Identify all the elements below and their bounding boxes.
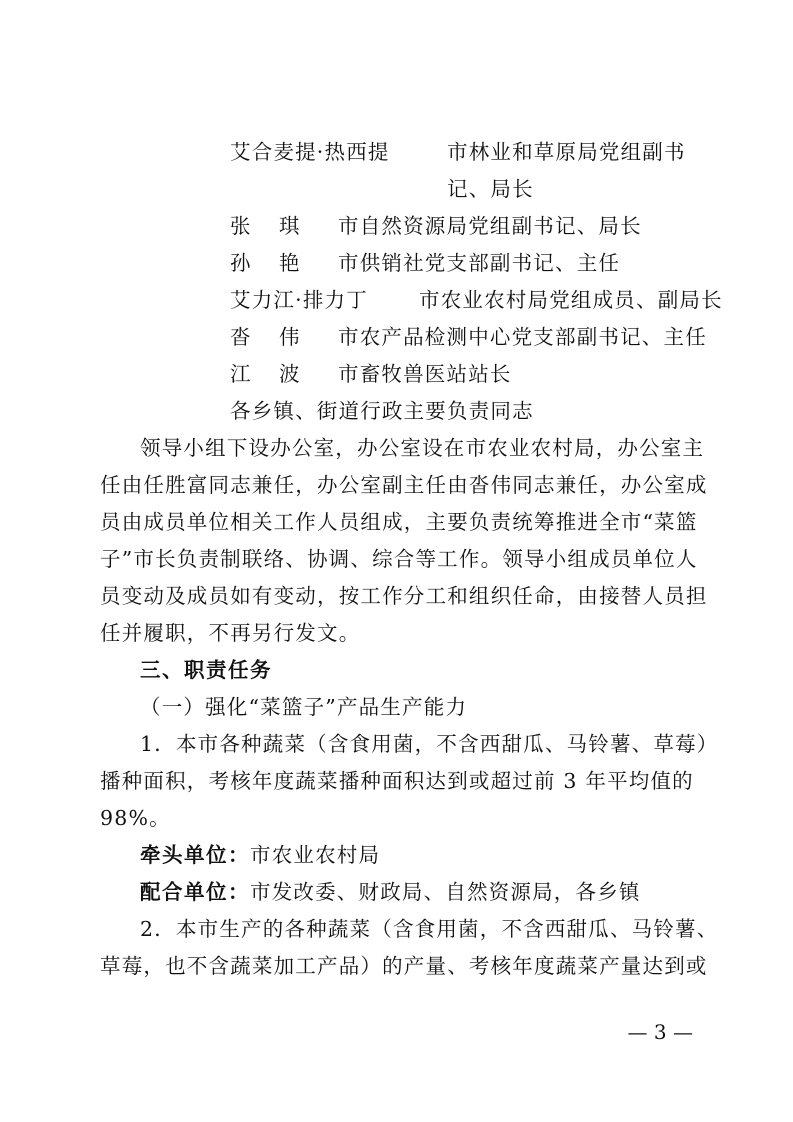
item-line: 1．本市各种蔬菜（含食用菌，不含西甜瓜、马铃薯、草莓）: [140, 732, 719, 756]
coop-unit-line: [140, 878, 641, 906]
paragraph-line: 员由成员单位相关工作人员组成，主要负责统筹推进全市“菜篮: [100, 510, 698, 534]
item-line: 98%。: [100, 806, 171, 830]
member-name: 艾力江·排力丁: [230, 288, 368, 312]
section-heading: 三、职责任务: [140, 658, 272, 682]
page-number: — 3 —: [627, 1020, 693, 1044]
member-title: 市供销社党支部副书记、主任: [338, 251, 621, 275]
item-line: 播种面积，考核年度蔬菜播种面积达到或超过前 3 年平均值的: [100, 769, 694, 793]
member-name: 孙 艳: [230, 251, 304, 275]
member-name: 张 琪: [230, 214, 304, 238]
member-title: 市林业和草原局党组副书: [447, 140, 686, 164]
coop-unit-value: 市发改委、财政局、自然资源局，各乡镇: [250, 880, 641, 904]
member-title: 市自然资源局党组副书记、局长: [338, 214, 642, 238]
paragraph-line: 任并履职，不再另行发文。: [100, 621, 361, 645]
members-tail: 各乡镇、街道行政主要负责同志: [230, 399, 534, 423]
member-title: 市畜牧兽医站站长: [338, 362, 512, 386]
item-line: 草莓，也不含蔬菜加工产品）的产量、考核年度蔬菜产量达到或: [100, 954, 708, 978]
subsection-heading: （一）强化“菜篮子”产品生产能力: [140, 695, 468, 719]
lead-unit-value: 市农业农村局: [250, 843, 381, 867]
paragraph-line: 领导小组下设办公室，办公室设在市农业农村局，办公室主: [140, 436, 705, 460]
paragraph-line: 子”市长负责制联络、协调、综合等工作。领导小组成员单位人: [100, 547, 698, 571]
member-name: 沓 伟: [230, 325, 304, 349]
item-line: 2．本市生产的各种蔬菜（含食用菌，不含西甜瓜、马铃薯、: [140, 917, 719, 941]
member-name: 艾合麦提·热西提: [230, 140, 390, 164]
paragraph-line: 任由任胜富同志兼任，办公室副主任由沓伟同志兼任，办公室成: [100, 473, 708, 497]
member-title: 市农产品检测中心党支部副书记、主任: [338, 325, 707, 349]
member-name: 江 波: [230, 362, 304, 386]
paragraph-line: 员变动及成员如有变动，按工作分工和组织任命，由接替人员担: [100, 584, 708, 608]
member-title: 市农业农村局党组成员、副局长: [419, 288, 723, 312]
lead-unit-label: 牵头单位：: [140, 843, 250, 867]
lead-unit-line: [140, 841, 380, 869]
coop-unit-label: 配合单位：: [140, 880, 250, 904]
member-title-continued: 记、局长: [447, 177, 534, 201]
